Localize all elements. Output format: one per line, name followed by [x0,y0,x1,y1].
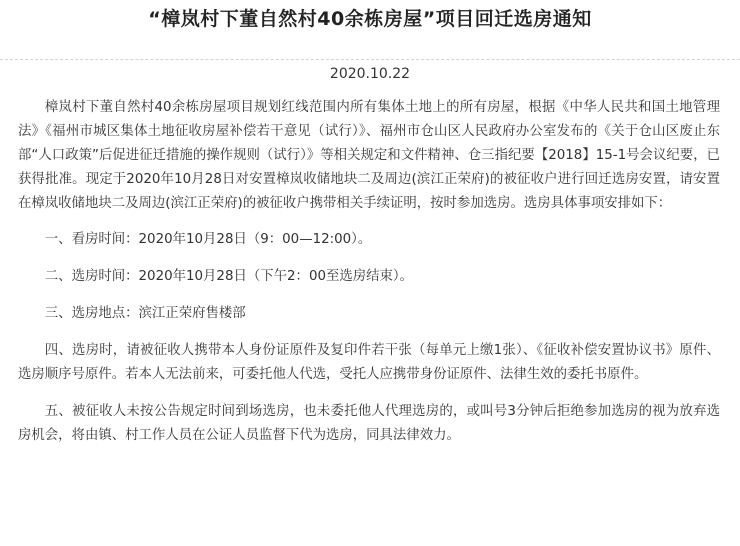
article-body [18,96,720,461]
selection-time-paragraph: 二、选房时间：2020年10月28日（下午2：00至选房结束）。 [44,269,414,284]
article-title: “樟岚村下董自然村40余栋房屋”项目回迁选房通知 [148,8,592,30]
intro-paragraph: 樟岚村下董自然村40余栋房屋项目规划红线范围内所有集体土地上的所有房屋，根据《中华人民共和国土地管理法》《福州市城区集体土地征收房屋补偿若干意见（试行）》、福州市仓山区人民政府办公室发布的《关于仓山区废止东部“人口政策”后促进征迁措施的操作规则（试行）》等相关规定和文件精神、仓三指纪要【2018】15-1号会议纪要，已获得批准。现定于2020年10月28日对安置樟岚收储地块二及周边(滨江正荣府)的被征收户进行回迁选房安置，请安置在樟岚收储地块二及周边(滨江正荣府)的被征收户携带相关手续证明，按时参加选房。选房具体事项安排如下： [18,100,720,211]
selection-location-paragraph: 三、选房地点：滨江正荣府售楼部 [44,306,246,321]
publish-date: 2020.10.22 [329,66,411,82]
viewing-time-paragraph: 一、看房时间：2020年10月28日（9：00—12:00）。 [44,232,372,247]
required-documents-paragraph: 四、选房时，请被征收人携带本人身份证原件及复印件若干张（每单元上缴1张）、《征收补偿安置协议书》原件、选房顺序号原件。若本人无法前来，可委托他人代选，受托人应携带身份证原件、法律生效的委托书原件。 [18,343,720,382]
absence-rule-paragraph: 五、被征收人未按公告规定时间到场选房，也未委托他人代理选房的，或叫号3分钟后拒绝参加选房的视为放弃选房机会，将由镇、村工作人员在公证人员监督下代为选房，同具法律效力。 [18,404,720,443]
title-divider [0,59,740,60]
